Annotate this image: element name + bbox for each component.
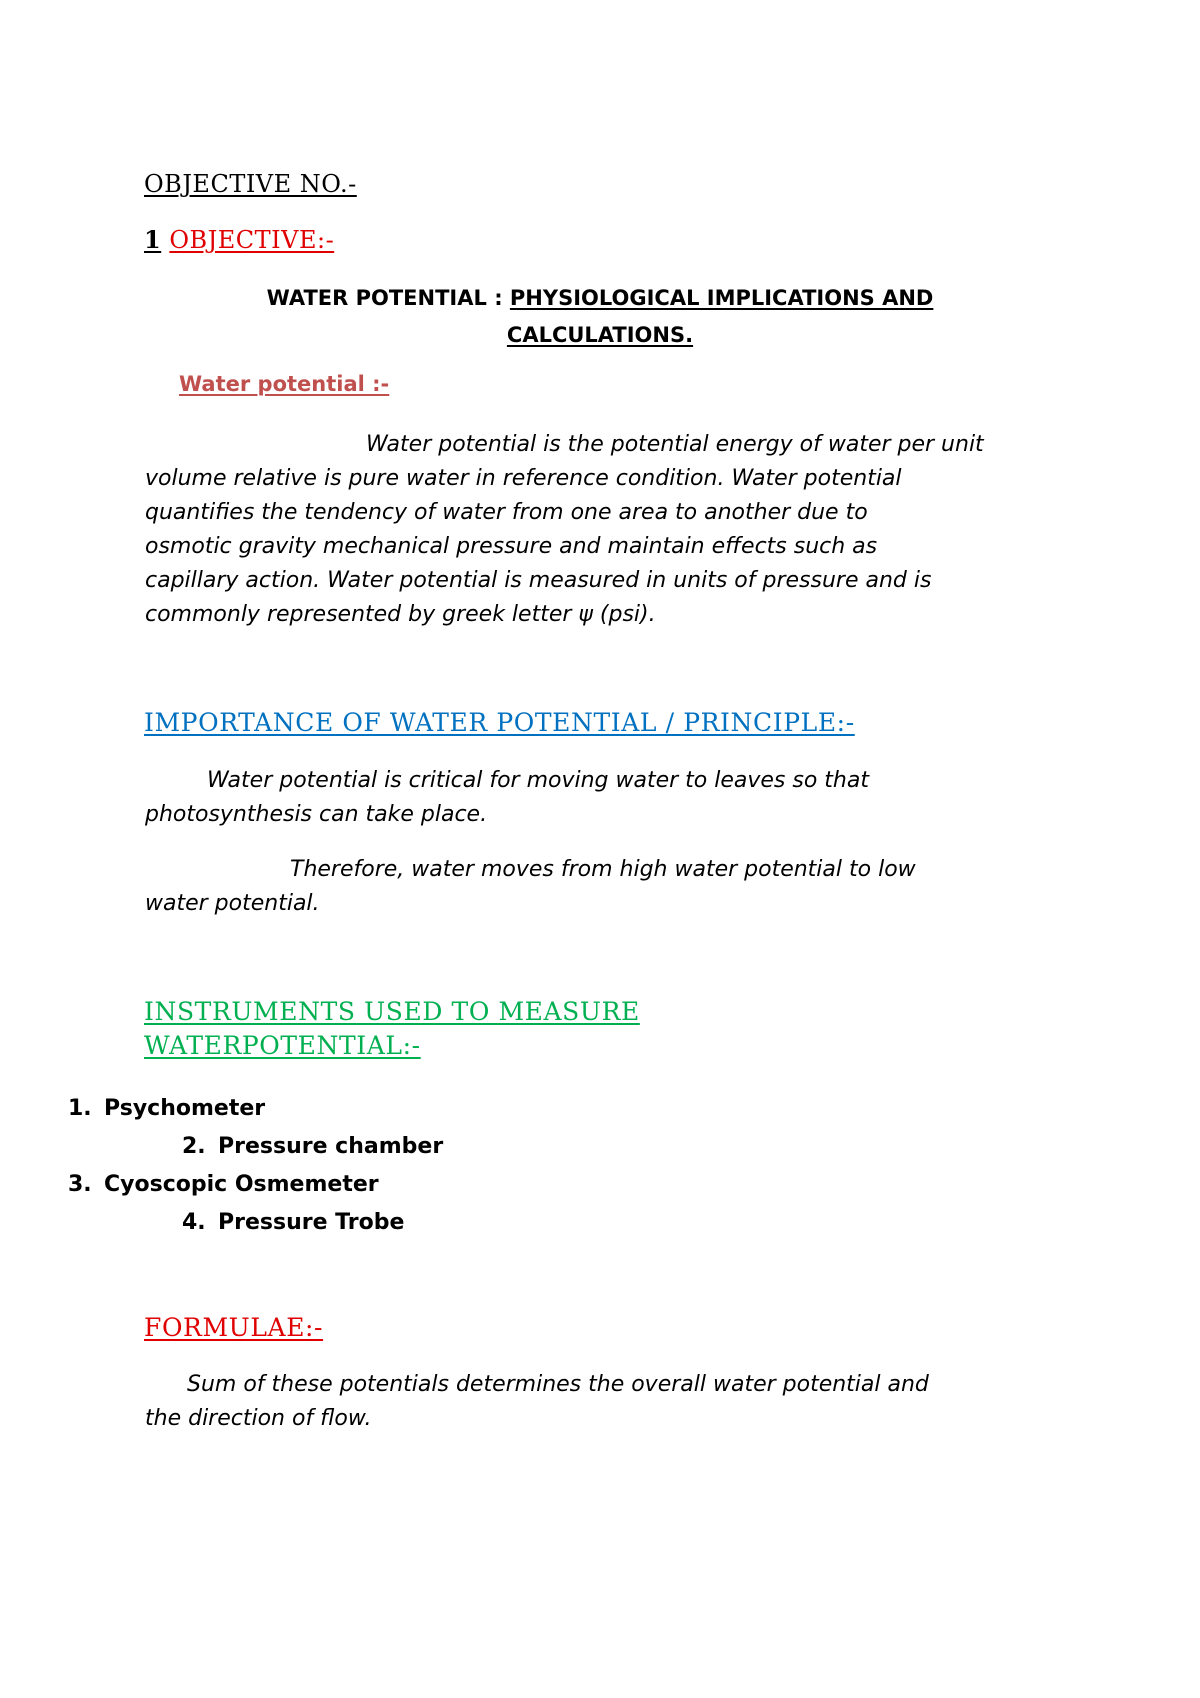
paragraph-line: quantifies the tendency of water from one area to another due to <box>145 500 868 525</box>
paragraph-line: photosynthesis can take place. <box>145 802 488 827</box>
objective-label: OBJECTIVE:- <box>169 226 335 254</box>
paragraph-line: water potential. <box>145 891 320 916</box>
list-label: Pressure Trobe <box>218 1210 405 1235</box>
objective-number-heading: OBJECTIVE NO.- <box>144 170 357 198</box>
water-potential-paragraph <box>145 428 984 632</box>
instruments-heading-line-1: INSTRUMENTS USED TO MEASURE <box>144 997 640 1026</box>
formulae-paragraph <box>145 1368 929 1436</box>
instruments-heading <box>144 995 640 1063</box>
paragraph-line: commonly represented by greek letter ψ (psi). <box>145 602 656 627</box>
list-item <box>68 1096 265 1121</box>
water-potential-heading: Water potential :- <box>179 372 390 396</box>
list-number: 3. <box>68 1172 92 1197</box>
title-part-1: WATER POTENTIAL : <box>266 286 510 310</box>
title-part-2: PHYSIOLOGICAL IMPLICATIONS AND <box>509 286 934 310</box>
objective-number: 1 <box>144 225 162 254</box>
list-item <box>182 1210 404 1235</box>
formulae-heading: FORMULAE:- <box>144 1313 324 1342</box>
list-item <box>182 1134 443 1159</box>
paragraph-line: Sum of these potentials determines the overall water potential and <box>187 1372 929 1397</box>
paragraph-line: capillary action. Water potential is measured in units of pressure and is <box>145 568 932 593</box>
page-title <box>0 280 1200 354</box>
paragraph-line: osmotic gravity mechanical pressure and maintain effects such as <box>145 534 878 559</box>
list-number: 4. <box>182 1210 206 1235</box>
list-label: Pressure chamber <box>218 1134 444 1159</box>
list-number: 1. <box>68 1096 92 1121</box>
paragraph-line: the direction of flow. <box>145 1406 372 1431</box>
importance-paragraph-2 <box>145 853 916 921</box>
paragraph-line: Water potential is the potential energy of water per unit <box>366 432 984 457</box>
importance-heading: IMPORTANCE OF WATER POTENTIAL / PRINCIPLE:- <box>144 708 855 737</box>
importance-paragraph-1 <box>145 764 869 832</box>
list-number: 2. <box>182 1134 206 1159</box>
list-label: Psychometer <box>104 1096 266 1121</box>
objective-heading <box>144 225 334 254</box>
list-label: Cyoscopic Osmemeter <box>104 1172 379 1197</box>
title-line-1 <box>0 280 1200 317</box>
title-line-2: CALCULATIONS. <box>506 323 694 347</box>
instruments-heading-line-2: WATERPOTENTIAL:- <box>144 1031 421 1060</box>
paragraph-line: Water potential is critical for moving water to leaves so that <box>207 768 869 793</box>
list-item <box>68 1172 379 1197</box>
paragraph-line: Therefore, water moves from high water potential to low <box>290 857 916 882</box>
paragraph-line: volume relative is pure water in reference condition. Water potential <box>145 466 902 491</box>
